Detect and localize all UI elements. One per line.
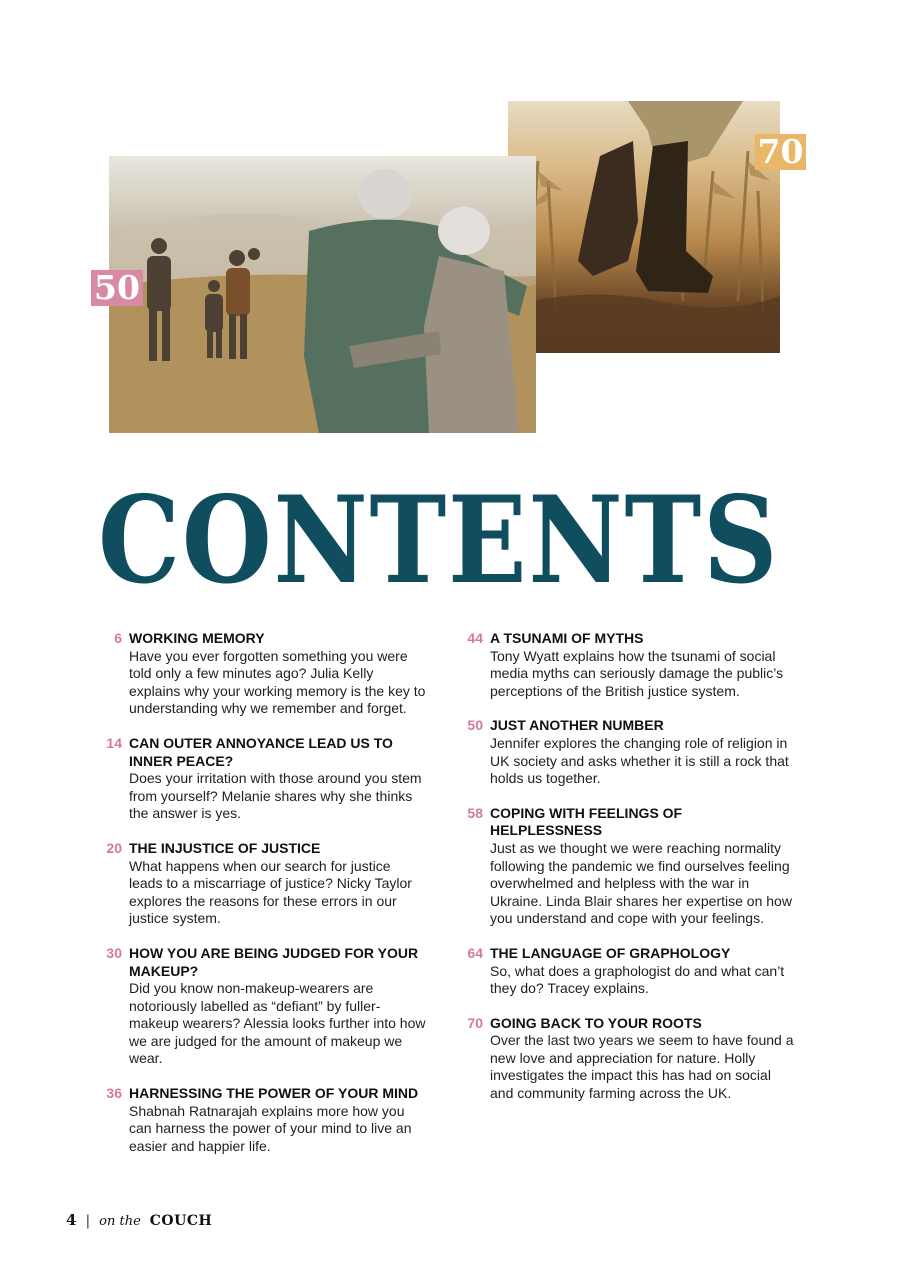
entry-title: COPING WITH FEELINGS OF HELPLESSNESS	[490, 804, 683, 839]
entry-description: Shabnah Ratnarajah explains more how you can harness the power of your mind to live an easier and happier life.	[129, 1102, 412, 1154]
family-photo	[109, 156, 536, 433]
entry-page-number: 30	[106, 944, 122, 961]
magazine-name: COUCH	[149, 1213, 213, 1229]
contents-column-left	[96, 630, 426, 1172]
entry-description: Does your irritation with those around you stem from yourself? Melanie shares why she thinks the answer is yes.	[129, 770, 422, 822]
entry-description: Have you ever forgotten something you were told only a few minutes ago? Julia Kelly explains why your working memory is the key to understanding why we remember and forget.	[129, 647, 426, 717]
entry-description: Jennifer explores the changing role of religion in UK society and asks whether it is still a rock that holds us together.	[490, 734, 789, 787]
contents-entry[interactable]	[96, 945, 426, 1068]
contents-heading: CONTENTS	[98, 470, 780, 611]
contents-entry[interactable]	[457, 805, 797, 928]
contents-entry[interactable]	[96, 735, 426, 823]
entry-page-number: 58	[467, 804, 483, 821]
entry-title: GOING BACK TO YOUR ROOTS	[490, 1014, 702, 1031]
magazine-name-prefix: on the	[99, 1214, 141, 1229]
contents-entry[interactable]	[457, 630, 797, 700]
entry-title: JUST ANOTHER NUMBER	[490, 717, 664, 734]
footer-page-number: 4	[66, 1211, 77, 1229]
entry-page-number: 6	[114, 630, 122, 646]
entry-description: So, what does a graphologist do and what can’t they do? Tracey explains.	[490, 962, 785, 997]
page-badge-50: 50	[91, 270, 143, 306]
family-illustration	[109, 156, 536, 433]
entry-page-number: 50	[467, 717, 483, 734]
entry-description: Over the last two years we seem to have found a new love and appreciation for nature. Holly investigates the impact this has had on social and community farming across the UK.	[490, 1032, 794, 1102]
contents-entry[interactable]	[96, 840, 426, 928]
entry-title: CAN OUTER ANNOYANCE LEAD US TO INNER PEACE?	[129, 734, 393, 769]
entry-page-number: 44	[467, 630, 483, 646]
contents-entry[interactable]	[457, 1015, 797, 1103]
contents-column-right	[457, 630, 797, 1120]
entry-title: HOW YOU ARE BEING JUDGED FOR YOUR MAKEUP?	[129, 944, 419, 979]
entry-description: Did you know non-makeup-wearers are notoriously labelled as “defiant” by fuller-makeup wearers? Alessia looks further into how we are judged for the amount of makeup we wear.	[129, 980, 426, 1067]
boots-photo	[508, 101, 780, 353]
entry-description: Tony Wyatt explains how the tsunami of social media myths can seriously damage the public’s perceptions of the British justice system.	[490, 647, 784, 699]
entry-page-number: 70	[467, 1014, 483, 1031]
page-badge-70: 70	[755, 134, 806, 170]
contents-entry[interactable]	[96, 1085, 426, 1155]
entry-title: THE LANGUAGE OF GRAPHOLOGY	[490, 944, 731, 961]
contents-entry[interactable]	[96, 630, 426, 718]
entry-page-number: 20	[106, 839, 122, 856]
contents-entry[interactable]	[457, 717, 797, 787]
entry-page-number: 64	[467, 944, 483, 961]
entry-page-number: 36	[106, 1085, 122, 1102]
contents-entry[interactable]	[457, 945, 797, 998]
entry-title: WORKING MEMORY	[129, 630, 265, 646]
entry-description: Just as we thought we were reaching normality following the pandemic we find ourselves feeling overwhelmed and helpless with the war in Ukraine. Linda Blair shares her expertise on how you understand and cope with your feelings.	[490, 839, 792, 927]
entry-page-number: 14	[106, 734, 122, 751]
boots-illustration	[508, 101, 780, 353]
entry-title: A TSUNAMI OF MYTHS	[490, 630, 644, 646]
entry-description: What happens when our search for justice leads to a miscarriage of justice? Nicky Taylor explores the reasons for these errors in our justice system.	[129, 857, 412, 927]
entry-title: THE INJUSTICE OF JUSTICE	[129, 839, 321, 856]
page-footer	[66, 1211, 212, 1231]
entry-title: HARNESSING THE POWER OF YOUR MIND	[129, 1085, 419, 1102]
footer-separator: |	[85, 1213, 91, 1229]
